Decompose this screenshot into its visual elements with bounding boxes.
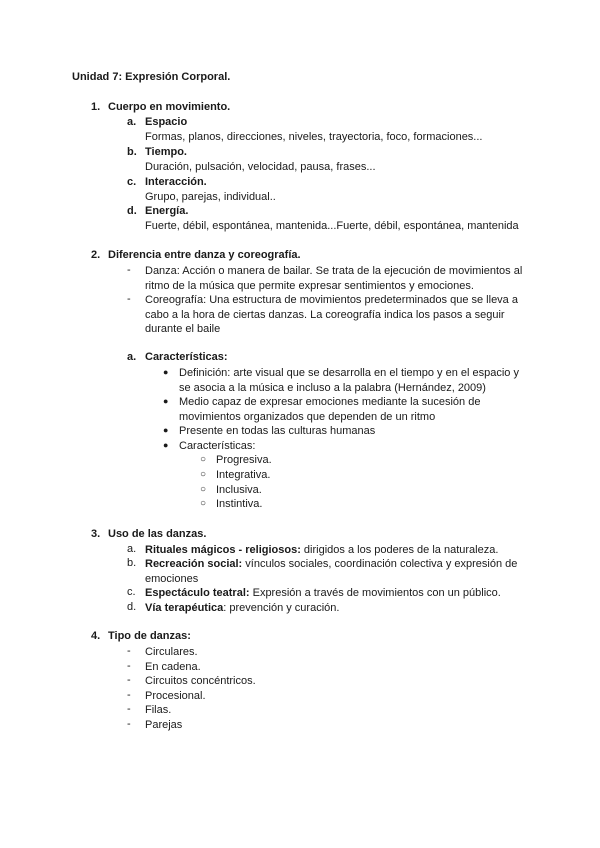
bullet-text: Características: [179, 440, 256, 452]
item-label: d. [127, 601, 137, 613]
bullet-text: Definición: arte visual que se desarrolla en el tiempo y en el espacio y se asocia a la música e incluso a la palabra (Hernández, 2009) [179, 367, 519, 394]
subsection-label: a. [127, 351, 137, 363]
section-number: 4. [91, 630, 101, 642]
item-term: Espectáculo teatral: [145, 587, 250, 599]
circle-marker: ○ [200, 484, 207, 495]
item-label: c. [127, 586, 136, 598]
bullet-marker: ● [163, 440, 169, 450]
section-title: Cuerpo en movimiento. [108, 101, 231, 113]
bullet-text: Medio capaz de expresar emociones mediante la sucesión de movimientos organizados que dependen de un ritmo [179, 396, 481, 423]
list-item-text: Coreografía: Una estructura de movimientos predeterminados que se lleva a cabo a la hora de ciertas danzas. La coreografía indica los pasos a seguir durante el baile [145, 294, 518, 335]
sub-bullet-text: Instintiva. [216, 498, 263, 510]
dash-marker: - [127, 293, 131, 305]
subsection-title: Interacción. [145, 176, 207, 188]
section-number: 3. [91, 528, 101, 540]
subsection-label: d. [127, 205, 137, 217]
dash-marker: - [127, 674, 131, 686]
circle-marker: ○ [200, 454, 207, 465]
bullet-marker: ● [163, 425, 169, 435]
bullet-marker: ● [163, 367, 169, 377]
subsection-label: c. [127, 176, 137, 188]
bullet-marker: ● [163, 396, 169, 406]
item-definition: Expresión a través de movimientos con un público. [249, 587, 501, 599]
item-definition: vínculos sociales, coordinación colectiva y expresión de emociones [145, 558, 518, 585]
item-term: Vía terapéutica [145, 602, 224, 614]
item-label: b. [127, 557, 137, 569]
item-label: a. [127, 543, 137, 555]
item-text [145, 543, 535, 558]
document-title: Unidad 7: Expresión Corporal. [72, 71, 231, 83]
item-text [145, 586, 535, 601]
subsection-description: Fuerte, débil, espontánea, mantenida...Fuerte, débil, espontánea, mantenida [145, 220, 519, 232]
section-number: 1. [91, 101, 101, 113]
circle-marker: ○ [200, 469, 207, 480]
item-definition: dirigidos a los poderes de la naturaleza. [300, 544, 499, 556]
list-item-text: Parejas [145, 719, 183, 731]
subsection-title: Energía. [145, 205, 189, 217]
list-item-text: Circulares. [145, 646, 198, 658]
subsection-title: Características: [145, 351, 228, 363]
item-term: Recreación social: [145, 558, 243, 570]
sub-bullet-text: Progresiva. [216, 454, 272, 466]
sub-bullet-text: Integrativa. [216, 469, 271, 481]
subsection-title: Espacio [145, 116, 188, 128]
bullet-text: Presente en todas las culturas humanas [179, 425, 376, 437]
subsection-title: Tiempo. [145, 146, 187, 158]
subsection-description: Duración, pulsación, velocidad, pausa, frases... [145, 161, 376, 173]
section-title: Uso de las danzas. [108, 528, 207, 540]
dash-marker: - [127, 703, 131, 715]
item-text [145, 601, 535, 616]
section-number: 2. [91, 249, 101, 261]
sub-bullet-text: Inclusiva. [216, 484, 262, 496]
dash-marker: - [127, 264, 131, 276]
subsection-description: Grupo, parejas, individual.. [145, 191, 276, 203]
list-item-text: Danza: Acción o manera de bailar. Se trata de la ejecución de movimientos al ritmo de la música que permite expresar sentimientos y emociones. [145, 265, 523, 292]
dash-marker: - [127, 660, 131, 672]
subsection-description: Formas, planos, direcciones, niveles, trayectoria, foco, formaciones... [145, 131, 483, 143]
list-item-text: Filas. [145, 704, 172, 716]
list-item-text: Circuitos concéntricos. [145, 675, 256, 687]
section-title: Diferencia entre danza y coreografía. [108, 249, 301, 261]
item-text [145, 557, 535, 586]
dash-marker: - [127, 689, 131, 701]
list-item-text: Procesional. [145, 690, 206, 702]
dash-marker: - [127, 645, 131, 657]
list-item-text: En cadena. [145, 661, 201, 673]
item-definition: : prevención y curación. [223, 602, 340, 614]
subsection-label: a. [127, 116, 137, 128]
dash-marker: - [127, 718, 131, 730]
section-title: Tipo de danzas: [108, 630, 191, 642]
subsection-label: b. [127, 146, 137, 158]
item-term: Rituales mágicos - religiosos: [145, 544, 301, 556]
circle-marker: ○ [200, 498, 207, 509]
